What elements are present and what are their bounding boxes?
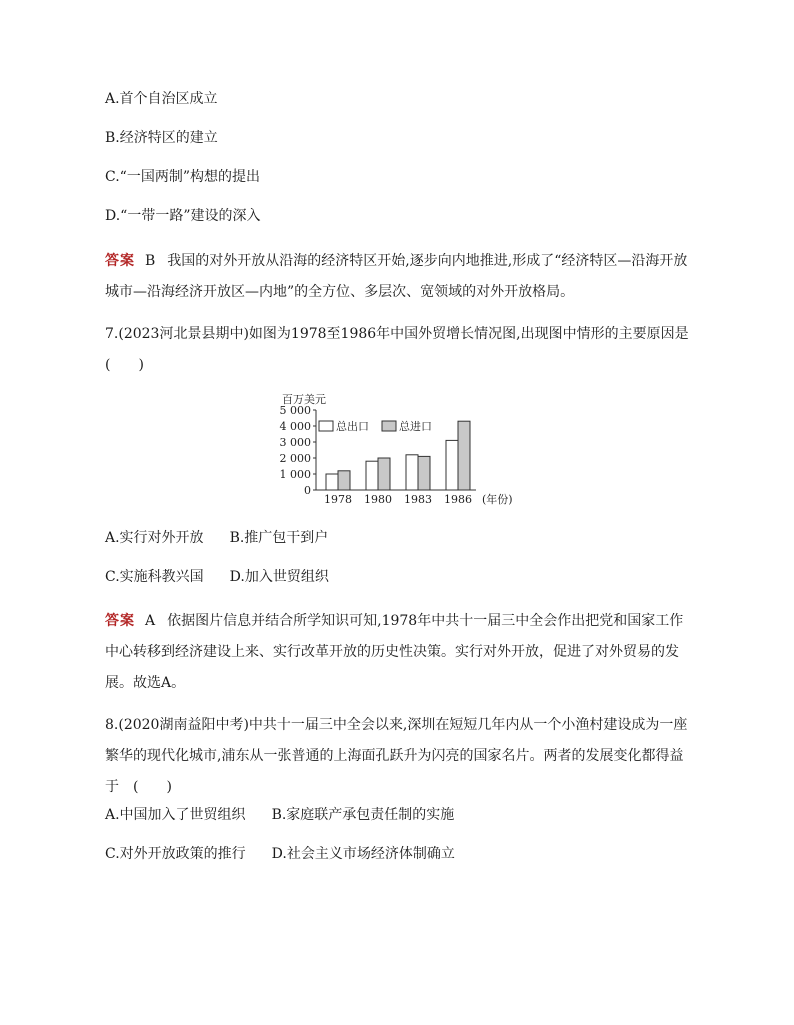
q7-options-row-2 — [105, 567, 329, 587]
legend-label-export: 总出口 — [336, 420, 369, 433]
chart-legend — [319, 419, 432, 433]
y-tick-label: 3 000 — [279, 436, 311, 449]
q8-option-b: B.家庭联产承包责任制的实施 — [271, 807, 455, 823]
x-tick-label: 1986 — [444, 493, 472, 506]
y-tick-label: 5 000 — [279, 404, 311, 417]
x-tick-label: 1983 — [404, 493, 432, 506]
bar-import-1986 — [458, 421, 470, 490]
legend-swatch-import — [382, 421, 396, 431]
q8-stem: 8.(2020湖南益阳中考)中共十一届三中全会以来,深圳在短短几年内从一个小渔村建设成为一座繁华的现代化城市,浦东从一张普通的上海面孔跃升为闪亮的国家名片。两者的发展变化都得益于 ( ) — [105, 717, 688, 795]
q6-option-b: B.经济特区的建立 — [105, 130, 218, 146]
chart-ylabel: 百万美元 — [282, 393, 326, 406]
y-tick-label: 4 000 — [279, 420, 311, 433]
chart-xlabel: (年份) — [482, 493, 513, 506]
q6-answer — [105, 246, 695, 308]
bar-export-1980 — [366, 461, 378, 490]
bar-import-1980 — [378, 458, 390, 490]
q8-options-row-2 — [105, 844, 455, 864]
bar-export-1983 — [406, 455, 418, 490]
q6-option-c: C.“一国两制”构想的提出 — [105, 169, 260, 185]
legend-swatch-export — [319, 421, 333, 431]
legend-label-import: 总进口 — [399, 420, 432, 433]
bar-export-1986 — [446, 440, 458, 490]
answer-label: 答案 — [105, 613, 135, 629]
q8-option-c: C.对外开放政策的推行 — [105, 846, 246, 862]
q6-option-a: A.首个自治区成立 — [105, 91, 218, 107]
answer-explanation: 依据图片信息并结合所学知识可知,1978年中共十一届三中全会作出把党和国家工作中心转移到经济建设上来、实行改革开放的历史性决策。实行对外开放，促进了对外贸易的发展。故选A。 — [105, 613, 684, 691]
answer-label: 答案 — [105, 253, 135, 269]
q7-options-row-1 — [105, 528, 328, 548]
trade-bar-chart — [270, 388, 520, 510]
q6-option-d: D.“一带一路”建设的深入 — [105, 208, 261, 224]
bar-import-1983 — [418, 456, 430, 490]
q7-option-d: D.加入世贸组织 — [229, 569, 329, 585]
q7-option-b: B.推广包干到户 — [229, 530, 329, 546]
q7-stem: 7.(2023河北景县期中)如图为1978至1986年中国外贸增长情况图,出现图中情形的主要原因是( ) — [105, 326, 689, 373]
answer-explanation: 我国的对外开放从沿海的经济特区开始,逐步向内地推进,形成了“经济特区—沿海开放城市—沿海经济开放区—内地”的全方位、多层次、宽领域的对外开放格局。 — [105, 253, 688, 300]
answer-letter: A — [145, 613, 156, 629]
y-tick-label: 0 — [304, 484, 311, 497]
q8-options-row-1 — [105, 805, 454, 825]
q7-answer — [105, 606, 695, 699]
q8-option-a: A.中国加入了世贸组织 — [105, 807, 246, 823]
y-tick-label: 1 000 — [279, 468, 311, 481]
y-tick-label: 2 000 — [279, 452, 311, 465]
x-tick-label: 1980 — [364, 493, 392, 506]
q8-option-d: D.社会主义市场经济体制确立 — [271, 846, 455, 862]
q7-option-c: C.实施科教兴国 — [105, 569, 204, 585]
x-tick-label: 1978 — [324, 493, 352, 506]
bar-import-1978 — [338, 471, 350, 490]
answer-letter: B — [145, 253, 156, 269]
bar-export-1978 — [326, 474, 338, 490]
q7-option-a: A.实行对外开放 — [105, 530, 204, 546]
